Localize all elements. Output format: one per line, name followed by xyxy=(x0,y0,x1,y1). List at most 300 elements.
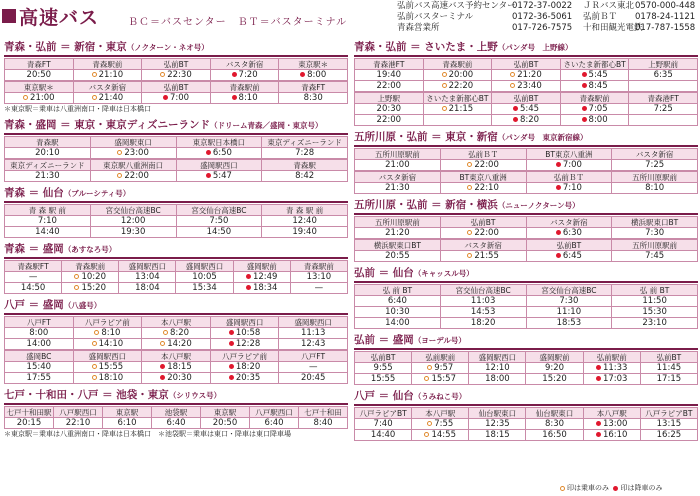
time-value: 21:00 xyxy=(385,159,410,170)
stop-header: 本八戸駅 xyxy=(583,408,640,419)
alight-only-icon xyxy=(582,72,587,77)
contact-tel: 017-726-7575 xyxy=(512,23,573,33)
stop-header: 青森駅 xyxy=(262,160,348,171)
time-cell xyxy=(469,363,526,374)
time-cell xyxy=(119,283,176,294)
stop-header: 八戸ラピア前 xyxy=(73,317,142,328)
time-value: 11:03 xyxy=(470,295,496,306)
time-cell xyxy=(423,104,492,115)
route-title xyxy=(4,186,348,201)
board-only-icon xyxy=(467,185,472,190)
time-value: 11:45 xyxy=(656,362,682,373)
route-divider xyxy=(4,133,348,135)
time-cell xyxy=(469,374,526,385)
time-value: 18:20 xyxy=(235,361,261,372)
board-only-icon xyxy=(510,83,515,88)
stop-header: 盛岡駅西口 xyxy=(73,351,142,362)
time-cell xyxy=(526,363,583,374)
stop-header: 上野駅前 xyxy=(629,59,698,70)
time-cell xyxy=(5,171,91,182)
board-only-icon xyxy=(163,330,168,335)
stop-header: BT東京八重洲 xyxy=(526,149,612,160)
time-cell xyxy=(526,251,612,262)
stop-header: 盛岡駅西口 xyxy=(469,352,526,363)
time-cell xyxy=(73,339,142,350)
time-value: 21:30 xyxy=(385,182,410,193)
time-cell xyxy=(612,318,698,329)
time-value: 20:50 xyxy=(26,69,52,80)
time-value: 12:40 xyxy=(292,215,317,226)
time-cell xyxy=(142,339,211,350)
mark-legend xyxy=(560,483,662,493)
contact-name: 青森営業所 xyxy=(397,23,440,33)
route-title xyxy=(4,242,348,257)
time-cell xyxy=(492,81,561,92)
stop-header: 七戸十和田 xyxy=(299,407,348,418)
time-value: 7:25 xyxy=(653,103,673,114)
time-value: 18:34 xyxy=(252,282,278,293)
alight-only-icon xyxy=(596,376,601,381)
time-cell xyxy=(73,93,142,104)
time-value: 8:20 xyxy=(519,114,540,125)
time-value: 21:30 xyxy=(35,170,60,181)
time-value: 6:50 xyxy=(212,147,232,158)
time-value: 22:00 xyxy=(474,227,499,238)
time-cell xyxy=(262,171,348,182)
route-section xyxy=(4,242,348,298)
time-cell xyxy=(526,296,612,307)
time-cell xyxy=(5,216,91,227)
time-value: 8:30 xyxy=(545,418,565,429)
stop-header: 五所川原駅前 xyxy=(355,149,441,160)
time-value: 13:00 xyxy=(602,418,628,429)
route-divider xyxy=(4,55,348,57)
time-value: 16:25 xyxy=(656,429,682,440)
route-title xyxy=(354,333,698,348)
route-divider xyxy=(354,348,698,350)
stop-header: 弘前BT xyxy=(492,93,561,104)
time-value: 13:04 xyxy=(135,271,160,282)
alight-only-icon xyxy=(582,117,587,122)
alight-only-icon xyxy=(582,106,587,111)
time-cell xyxy=(279,70,348,81)
time-value: 8:42 xyxy=(295,170,315,181)
route-section xyxy=(354,130,698,198)
time-cell xyxy=(279,373,348,384)
time-value: 21:40 xyxy=(98,92,124,103)
time-cell xyxy=(355,104,424,115)
time-value: 19:40 xyxy=(292,226,317,237)
contact-tel: 0178-24-1121 xyxy=(635,12,696,22)
time-value: 22:00 xyxy=(124,170,149,181)
time-cell xyxy=(629,115,698,126)
time-cell xyxy=(423,81,492,92)
page-title-text: 高速バス xyxy=(19,6,100,29)
time-value: 18:53 xyxy=(556,317,582,328)
time-cell xyxy=(560,81,629,92)
stop-header: 八戸駅西口 xyxy=(54,407,103,418)
route-divider xyxy=(4,403,348,405)
time-cell xyxy=(469,419,526,430)
route-title xyxy=(354,266,698,281)
time-cell xyxy=(176,148,262,159)
time-cell xyxy=(526,374,583,385)
time-value: 9:55 xyxy=(373,362,393,373)
stop-header: 仙台駅東口 xyxy=(526,408,583,419)
route-title xyxy=(354,389,698,404)
timetable xyxy=(354,351,698,385)
time-cell xyxy=(492,104,561,115)
time-value: 16:10 xyxy=(602,429,628,440)
time-cell xyxy=(640,374,697,385)
stop-header: 青森駅FT xyxy=(5,261,62,272)
stop-header: さいたま新都心BT xyxy=(423,93,492,104)
stop-header: 青森港FT xyxy=(629,93,698,104)
time-cell xyxy=(629,81,698,92)
time-value: 15:57 xyxy=(431,373,456,384)
time-value: 14:20 xyxy=(167,338,192,349)
stop-header: 八戸FT xyxy=(5,317,74,328)
time-cell xyxy=(5,70,74,81)
time-value: 22:30 xyxy=(167,69,192,80)
alight-only-icon xyxy=(232,95,237,100)
alight-only-icon xyxy=(613,486,618,491)
timetable xyxy=(4,136,348,159)
time-value: 5:45 xyxy=(588,69,608,80)
time-value: 15:55 xyxy=(370,373,396,384)
time-value: 18:15 xyxy=(485,429,510,440)
board-only-icon xyxy=(427,421,432,426)
stop-header: 本八戸駅 xyxy=(412,408,469,419)
route-section xyxy=(4,118,348,186)
route-note: ＊東京駅＝乗車は八重洲南口・降車は日本橋口 xyxy=(4,105,151,113)
stop-header: 東京ディズニーランド xyxy=(262,137,348,148)
time-value: 21:10 xyxy=(98,69,124,80)
stop-header: 五所川原駅前 xyxy=(612,240,698,251)
time-cell xyxy=(176,216,262,227)
time-cell xyxy=(355,160,441,171)
stop-header: 八戸FT xyxy=(279,351,348,362)
timetable xyxy=(354,284,698,329)
stop-header: 盛岡駅西口 xyxy=(176,261,233,272)
route-divider xyxy=(354,213,698,215)
stop-header: 青森駅前 xyxy=(290,261,347,272)
stop-header: 横浜駅東口BT xyxy=(355,240,441,251)
time-cell xyxy=(233,283,290,294)
route-section xyxy=(4,40,348,118)
time-cell xyxy=(279,362,348,373)
time-cell xyxy=(279,93,348,104)
time-value: 12:49 xyxy=(252,271,278,282)
time-cell xyxy=(526,160,612,171)
time-value: 11:10 xyxy=(556,306,582,317)
time-value: 17:03 xyxy=(602,373,628,384)
board-only-icon xyxy=(160,341,165,346)
time-value: 6:40 xyxy=(264,417,284,428)
timetable xyxy=(4,81,348,104)
time-value: 5:47 xyxy=(212,170,232,181)
time-value: 21:20 xyxy=(385,227,410,238)
alight-only-icon xyxy=(163,95,168,100)
time-value: 14:53 xyxy=(470,306,496,317)
route-title-text: 五所川原・弘前 ＝ 新宿・横浜 xyxy=(354,199,498,211)
time-cell xyxy=(526,419,583,430)
board-only-icon xyxy=(117,173,122,178)
route-section xyxy=(4,388,348,443)
contact-name: ＪＲバス東北 xyxy=(583,1,635,11)
route-subtitle: （ニューノクターン号） xyxy=(497,201,580,210)
stop-header: 弘前駅前 xyxy=(583,352,640,363)
ring-label: 印は乗車のみ xyxy=(567,484,609,492)
stop-header: 上野駅 xyxy=(355,93,424,104)
time-value: 7:45 xyxy=(645,250,665,261)
stop-header: 東京駅＊ xyxy=(5,82,74,93)
time-cell xyxy=(5,339,74,350)
stop-header: 本八戸駅 xyxy=(142,351,211,362)
stop-header: 盛岡駅前 xyxy=(233,261,290,272)
stop-header: 弘 前 BT xyxy=(612,285,698,296)
time-cell xyxy=(612,183,698,194)
route-section xyxy=(4,298,348,388)
title-square-icon xyxy=(2,9,16,23)
time-cell xyxy=(262,227,348,238)
route-title-text: 七戸・十和田・八戸 ＝ 池袋・東京 xyxy=(4,389,169,401)
route-title xyxy=(354,40,698,55)
stop-header: バスタ新宿 xyxy=(440,240,526,251)
contact-tel: 017-787-1558 xyxy=(635,23,696,33)
stop-header: 盛岡駅西口 xyxy=(279,317,348,328)
contact-name: 弘前バスターミナル xyxy=(397,12,474,22)
route-divider xyxy=(354,404,698,406)
time-cell xyxy=(526,307,612,318)
time-value: 7:55 xyxy=(434,418,454,429)
time-cell xyxy=(210,373,279,384)
time-value: 8:20 xyxy=(169,327,190,338)
timetable xyxy=(354,148,698,171)
route-title xyxy=(4,118,348,133)
board-only-icon xyxy=(427,365,432,370)
time-value: 20:50 xyxy=(212,417,238,428)
time-value: 15:34 xyxy=(192,282,217,293)
contact-name: 弘前バス高速バス予約センター xyxy=(397,1,516,11)
route-divider xyxy=(354,281,698,283)
route-title-text: 八戸 ＝ 仙台 xyxy=(354,390,414,402)
time-value: 14:55 xyxy=(431,429,456,440)
time-cell xyxy=(210,70,279,81)
stop-header: 青森駅前 xyxy=(423,59,492,70)
stop-header: 本八戸駅 xyxy=(142,317,211,328)
stop-header: 東京駅＊ xyxy=(279,59,348,70)
alight-only-icon xyxy=(229,375,234,380)
time-cell xyxy=(5,328,74,339)
time-value: 18:15 xyxy=(167,361,192,372)
spacer xyxy=(4,439,348,443)
stop-header: バスタ新宿 xyxy=(355,172,441,183)
timetable xyxy=(354,407,698,441)
route-title-text: 弘前 ＝ 盛岡 xyxy=(354,334,414,346)
time-cell xyxy=(583,419,640,430)
time-cell xyxy=(355,430,412,441)
route-title xyxy=(4,388,348,403)
stop-header: さいたま新都心BT xyxy=(560,59,629,70)
time-value: 18:04 xyxy=(135,282,160,293)
route-title-text: 青森 ＝ 仙台 xyxy=(4,187,64,199)
stop-header: 青森FT xyxy=(279,82,348,93)
route-section xyxy=(354,333,698,389)
time-cell xyxy=(5,148,91,159)
time-cell xyxy=(583,363,640,374)
time-cell xyxy=(355,374,412,385)
route-title xyxy=(354,130,698,145)
alight-only-icon xyxy=(229,341,234,346)
board-only-icon xyxy=(467,253,472,258)
time-cell xyxy=(612,251,698,262)
time-cell xyxy=(526,318,612,329)
time-cell xyxy=(290,272,347,283)
time-value: 21:55 xyxy=(474,250,499,261)
alight-only-icon xyxy=(160,364,165,369)
time-cell xyxy=(73,328,142,339)
time-cell xyxy=(355,296,441,307)
alight-only-icon xyxy=(513,106,518,111)
time-cell xyxy=(142,373,211,384)
route-title xyxy=(4,40,348,55)
time-value: 7:10 xyxy=(37,215,57,226)
time-cell xyxy=(355,183,441,194)
time-cell xyxy=(355,318,441,329)
time-cell xyxy=(5,283,62,294)
stop-header: 五所川原駅前 xyxy=(355,217,441,228)
stop-header: 弘前BT xyxy=(640,352,697,363)
route-title-text: 青森・盛岡 ＝ 東京・東京ディズニーランド xyxy=(4,119,210,131)
time-value: 6:40 xyxy=(166,417,186,428)
time-value: 20:15 xyxy=(16,417,42,428)
time-value: 23:40 xyxy=(517,80,542,91)
time-cell xyxy=(640,430,697,441)
route-section xyxy=(354,40,698,130)
stop-header: 青森駅 xyxy=(5,137,91,148)
route-title-text: 青森 ＝ 盛岡 xyxy=(4,243,64,255)
route-title-text: 五所川原・弘前 ＝ 東京・新宿 xyxy=(354,131,498,143)
stop-header: 青森港FT xyxy=(355,59,424,70)
stop-header: 弘前BT xyxy=(142,82,211,93)
time-cell xyxy=(355,70,424,81)
time-value: 12:43 xyxy=(300,338,326,349)
time-cell xyxy=(250,418,299,429)
stop-header: 宮交仙台高速BC xyxy=(90,205,176,216)
time-value: — xyxy=(308,361,318,372)
timetable xyxy=(4,406,348,429)
time-value: 20:30 xyxy=(376,103,402,114)
time-value: 6:45 xyxy=(562,250,582,261)
time-cell xyxy=(279,339,348,350)
stop-header: 宮交仙台高速BC xyxy=(526,285,612,296)
route-subtitle: （シリウス号） xyxy=(168,391,222,400)
stop-header: 八戸駅西口 xyxy=(250,407,299,418)
time-cell xyxy=(90,148,176,159)
time-value: 20:10 xyxy=(35,147,60,158)
stop-header: 弘前ＢＴ xyxy=(440,149,526,160)
time-value: 18:20 xyxy=(470,317,496,328)
time-value: 7:20 xyxy=(238,69,258,80)
stop-header: 青森FT xyxy=(5,59,74,70)
alight-only-icon xyxy=(206,150,211,155)
time-cell xyxy=(290,283,347,294)
timetable xyxy=(354,239,698,262)
timetable xyxy=(354,216,698,239)
stop-header: 五所川原駅前 xyxy=(612,172,698,183)
time-value: 20:45 xyxy=(300,372,326,383)
time-cell xyxy=(412,430,469,441)
right-column xyxy=(354,40,698,445)
board-only-icon xyxy=(74,274,79,279)
timetable xyxy=(354,58,698,92)
stop-header: 弘前BT xyxy=(440,217,526,228)
dot-label: 印は降車のみ xyxy=(620,484,663,492)
time-value: 10:20 xyxy=(81,271,106,282)
time-value: 14:50 xyxy=(206,226,232,237)
time-value: 7:10 xyxy=(562,182,582,193)
time-value: 22:00 xyxy=(376,80,402,91)
time-cell xyxy=(440,307,526,318)
route-subtitle: （パンダ号 上野線） xyxy=(497,43,573,52)
time-value: 12:00 xyxy=(120,215,146,226)
route-note: ＊東京駅＝乗車は八重洲南口・降車は日本橋口 ＊池袋駅＝乗車は東口・降車は東口降車場 xyxy=(4,430,291,438)
time-cell xyxy=(412,374,469,385)
stop-header: 東京駅 xyxy=(103,407,152,418)
time-value: 10:05 xyxy=(192,271,217,282)
route-subtitle: （うみねこ号） xyxy=(413,392,467,401)
stop-header: 弘前BT xyxy=(526,240,612,251)
stop-header: 東京駅日本橋口 xyxy=(176,137,262,148)
stop-header: 弘前BT xyxy=(355,352,412,363)
time-cell xyxy=(560,115,629,126)
time-value: 22:00 xyxy=(474,159,499,170)
route-title-text: 青森・弘前 ＝ 新宿・東京 xyxy=(4,41,127,53)
time-value: 8:45 xyxy=(588,80,608,91)
left-column xyxy=(4,40,348,443)
time-cell xyxy=(62,272,119,283)
time-value: 7:30 xyxy=(645,227,665,238)
stop-header: 弘前ＢＴ xyxy=(526,172,612,183)
alight-only-icon xyxy=(582,83,587,88)
time-value: 14:40 xyxy=(35,226,60,237)
board-only-icon xyxy=(92,375,97,380)
time-value: 7:00 xyxy=(562,159,582,170)
alight-only-icon xyxy=(556,230,561,235)
stop-header: 弘前駅前 xyxy=(412,352,469,363)
stop-header: 池袋駅 xyxy=(152,407,201,418)
alight-only-icon xyxy=(229,364,234,369)
time-cell xyxy=(526,183,612,194)
time-cell xyxy=(526,430,583,441)
board-only-icon xyxy=(442,72,447,77)
time-cell xyxy=(469,430,526,441)
stop-header: バスタ新宿 xyxy=(526,217,612,228)
time-value: 9:20 xyxy=(545,362,565,373)
stop-header: 八戸ラピア前 xyxy=(210,351,279,362)
spacer xyxy=(354,441,698,445)
time-value: 21:20 xyxy=(517,69,542,80)
stop-header: 宮交仙台高速BC xyxy=(440,285,526,296)
time-value: 7:05 xyxy=(588,103,608,114)
stop-header: 盛岡駅東口 xyxy=(90,137,176,148)
time-cell xyxy=(210,339,279,350)
time-cell xyxy=(640,419,697,430)
time-cell xyxy=(423,70,492,81)
time-cell xyxy=(423,115,492,126)
time-value: 15:30 xyxy=(642,306,667,317)
